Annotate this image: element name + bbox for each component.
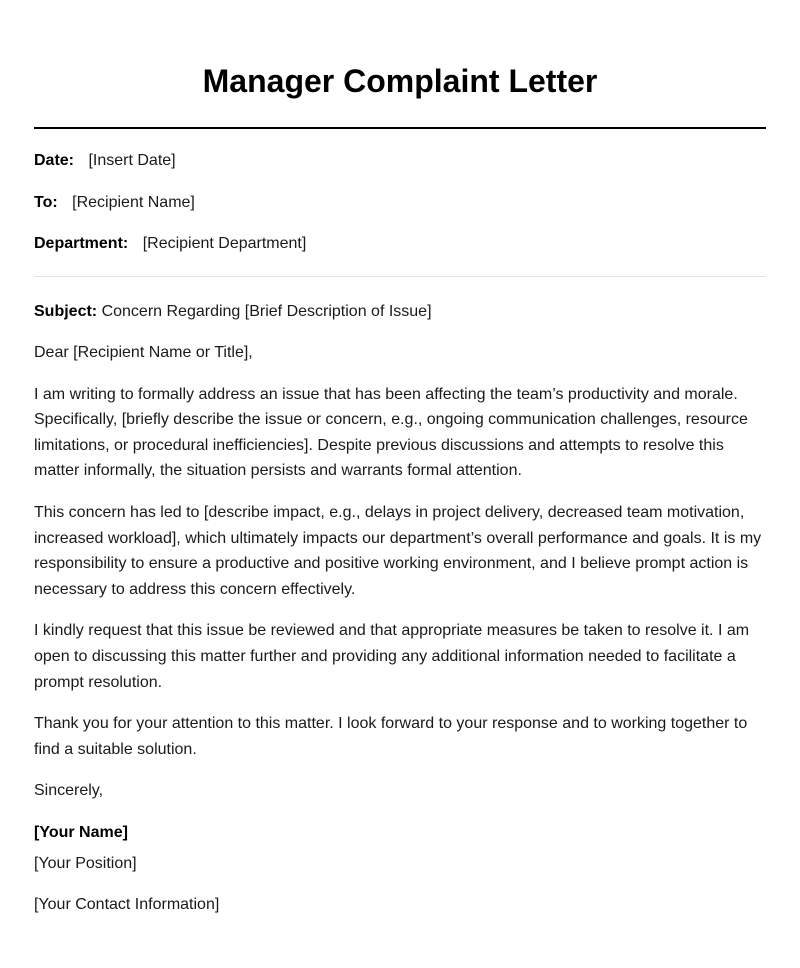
closing: Sincerely, [34, 782, 104, 800]
department-label: Department: [34, 235, 129, 252]
to-label: To: [34, 193, 58, 211]
letter-title: Manager Complaint Letter [202, 63, 598, 99]
date-value: [Insert Date] [88, 152, 176, 169]
letter-meta [34, 151, 766, 254]
signature-name: [Your Name] [34, 824, 128, 841]
department-row [34, 234, 766, 254]
signature-position: [Your Position] [34, 854, 137, 872]
body-paragraph-2: This concern has led to [describe impact, e.g., delays in project delivery, decreased team motivation, increased workload], which ultimately impacts our department’s overall performance and goals. It is my responsibility to ensure a productive and positive working environment, and I believe prompt action is necessary to address this concern effectively. [34, 504, 762, 598]
date-row [34, 151, 766, 171]
subject-value: Concern Regarding [Brief Description of Issue] [101, 302, 432, 320]
body-paragraph-3: I kindly request that this issue be reviewed and that appropriate measures be taken to resolve it. I am open to discussing this matter further and providing any additional information needed to facilitate a prompt resolution. [34, 622, 750, 691]
body-paragraph-4: Thank you for your attention to this matter. I look forward to your response and to working together to find a suitable solution. [34, 715, 748, 758]
date-label: Date: [34, 152, 75, 169]
to-row [34, 193, 766, 213]
salutation: Dear [Recipient Name or Title], [34, 344, 253, 362]
department-value: [Recipient Department] [142, 235, 307, 252]
title-divider [34, 127, 766, 129]
subject-line [34, 299, 766, 325]
to-value: [Recipient Name] [72, 193, 195, 211]
letter-body [34, 299, 766, 918]
signature-contact: [Your Contact Information] [34, 896, 220, 914]
meta-divider [34, 276, 766, 277]
subject-label: Subject: [34, 302, 98, 320]
body-paragraph-1: I am writing to formally address an issue that has been affecting the team’s productivity and morale. Specifically, [briefly describe the issue or concern, e.g., ongoing communication challenges, resource limitations, or procedural inefficiencies]. Despite previous discussions and attempts to resolve this matter informally, the situation persists and warrants formal attention. [34, 385, 748, 480]
